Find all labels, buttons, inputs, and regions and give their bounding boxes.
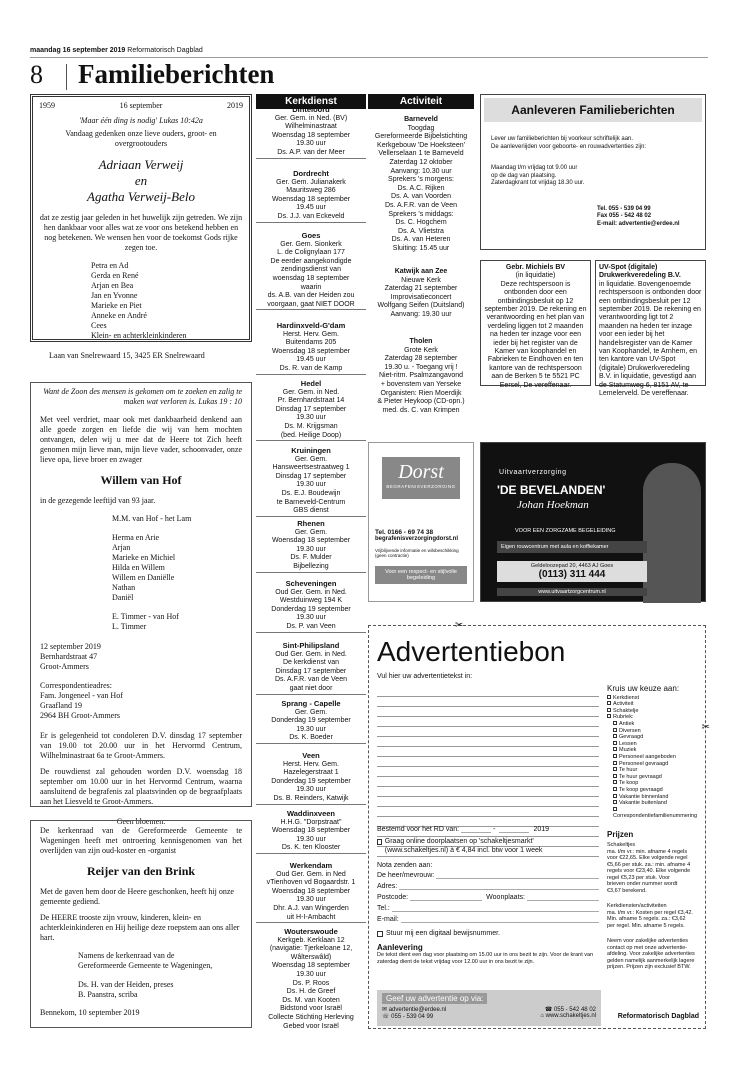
entry-line: uit H-I-Ambacht xyxy=(286,913,336,921)
entry-line: Niet-ritm. Psalmzangavond xyxy=(378,372,464,380)
entry-line: Donderdag 19 september xyxy=(271,717,351,725)
person-photo xyxy=(643,463,701,603)
entry-line: Woensdag 18 september xyxy=(271,131,351,139)
signature-line xyxy=(78,971,242,980)
price-line: voor €22,65. Elke volgende regel xyxy=(607,855,688,861)
family-member: Petra en Ad xyxy=(91,261,129,270)
write-line[interactable] xyxy=(377,727,599,737)
entry-line: (bed. Heilige Doop) xyxy=(280,431,342,439)
entry-line: Ds. P. van Veen xyxy=(286,622,336,630)
price-line: brieven onder nummer wordt xyxy=(607,881,678,887)
write-line[interactable] xyxy=(377,757,599,767)
entry-line: Woensdag 18 september xyxy=(271,347,351,355)
entry-line: Zaterdag 21 september xyxy=(384,285,458,293)
entry-line: Dinsdag 17 september xyxy=(275,405,347,413)
entry-line: Dinsdag 17 september xyxy=(275,472,347,480)
family-member: Herma en Arie xyxy=(112,533,160,542)
entry-line: Ds. A.P. van der Meer xyxy=(277,148,345,156)
kerkdienst-entry xyxy=(256,580,366,633)
scissors-icon: ✂ xyxy=(455,620,464,631)
choice-option[interactable]: Rubriek: xyxy=(607,714,699,721)
bevelanden-ad: Uitvaartverzorging 'DE BEVELANDEN' Johan Hoekman VOOR EEN ZORGZAME BEGELEIDING Eigen rouwcentrum met aula en koffiekamer Geldeloozepad 20, 4463 AJ Goes (0113) 311 444 www.uitvaartzorgcentrum.nl xyxy=(480,442,706,602)
price-line: Neem voor zakelijke advertenties xyxy=(607,938,689,944)
price-line: per regel. Min. afname 5 regels. xyxy=(607,922,685,929)
choice-option[interactable]: Te huur gevraagd xyxy=(613,774,699,781)
rd-logo: Reformatorisch Dagblad xyxy=(617,1013,699,1020)
death-notice-van-den-brink: De kerkenraad van de Gereformeerde Gemeente te Wageningen heeft met ontroering kennisgenomen van het overlijden van zijn oud-koster en -organist Reijer van den Brink Met de gaven hem door de Heere geschonken, heeft hij onze gemeente gediend. De HEERE trooste zijn vrouw, kinderen, klein- en achterkleinkinderen en Hij heilige deze roepstem aan ons aller hart. Namens de kerkenraad van de Gereformeerde Gemeente te Wageningen, Ds. H. van der Heiden, preses B. Paanstra, scriba Bennekom, 10 september 2019 xyxy=(30,820,252,1028)
choice-option[interactable]: Te koop xyxy=(613,780,699,787)
write-line[interactable] xyxy=(377,697,599,707)
entry-line: ds. A.B. van der Heiden zou xyxy=(267,292,355,300)
choice-option[interactable]: Schaktelje xyxy=(607,708,699,715)
family-member: Cees xyxy=(91,321,107,330)
price-line: ma. t/m vr.: Kosten per regel €3,42. xyxy=(607,909,693,916)
checkbox-icon[interactable] xyxy=(613,761,617,765)
address-field[interactable] xyxy=(399,881,599,890)
entry-line: Herst. Herv. Gem. xyxy=(283,760,339,768)
entry-line: 19.30 u. - Toegang vrij ! xyxy=(384,363,458,371)
write-line[interactable] xyxy=(377,737,599,747)
entry-line: Wolfgang Seifen (Duitsland) xyxy=(377,302,465,310)
write-line[interactable] xyxy=(377,687,599,697)
family-member: Marieke en Michiel xyxy=(112,553,176,562)
entry-line: Wâlterswâld) xyxy=(290,953,332,961)
entry-line: GBS dienst xyxy=(293,507,329,515)
choice-option[interactable]: Lessen xyxy=(613,741,699,748)
write-line[interactable] xyxy=(377,797,599,807)
checkbox-icon[interactable] xyxy=(613,800,617,804)
entry-line: woensdag 18 september xyxy=(272,274,350,282)
price-line: ma. t/m vr.: min. afname 4 regels xyxy=(607,848,688,855)
choice-option[interactable]: Personeel gevraagd xyxy=(613,761,699,768)
checkbox-icon[interactable] xyxy=(613,780,617,784)
entry-place: Barneveld xyxy=(404,116,438,123)
entry-line: Vellerselaan 1 te Barneveld xyxy=(378,150,464,158)
entry-line: Westduinweg 194 K xyxy=(279,597,343,605)
entry-line: Gereformeerde Bijbelstichting xyxy=(374,133,468,141)
price-line: gelden namelijk aanmerkelijk lagere xyxy=(607,957,695,964)
entry-place: Sprang - Capelle xyxy=(281,699,341,708)
family-member: Marieke en Piet xyxy=(91,301,142,310)
entry-line: Ds. C. Hogchem xyxy=(395,219,447,227)
postcode-field[interactable] xyxy=(410,892,482,901)
choice-list: Kruis uw keuze aan: Kerkdienst Activiteit Schaktelje Rubriek: Antiek Diversen Gevraagd Lessen Muziek Personeel aangeboden Personeel gevraagd Te huur Te huur gevraagd Te koop Te koop gevraagd Vakantie binnenland Vakantie buitenland Correspondentiefamilienummering xyxy=(607,684,698,820)
price-line: €3,67 berekend. xyxy=(607,887,647,894)
choice-option[interactable]: Vakantie buitenland xyxy=(613,800,699,807)
entry-line: Zaterdag 28 september xyxy=(384,355,458,363)
prices: Prijzen Schakeltjes ma. t/m vr.: min. afname 4 regels voor €22,65. Elke volgende regel €5,66 per stuk. za.: min. afname 4 regels voor €23,40. Elke volgende regel €5,23 per stuk. Voor brieven onder nummer wordt €3,67 berekend. Kerkdiensten/activiteiten ma. t/m vr.: Kosten per regel €3,42. Min. afname 5 regels. za.: €3,62 per regel. Min. afname 5 regels. Neem voor zakelijke advertenties contact op met onze advertentie- afdeling. Voor zakelijke advertenties gelden namelijk aanmerkelijk lagere prijzen. Prijzen zijn exclusief BTW. xyxy=(607,830,699,971)
entry-line: + bovenstem van Yerseke xyxy=(380,380,462,388)
anniversary-notice: 1959 16 september 2019 'Maar één ding is nodig' Lukas 10:42a Vandaag gedenken onze lieve ouders, groot- en overgrootouders Adriaan Verweij en Agatha Verweij-Belo dat ze zestig jaar geleden in het huwelijk zijn getreden. We zijn hen dankbaar voor alles wat ze voor ons betekend hebben en nog betekenen. We wensen hen voor de toekomst Gods rijke zegen toe. Petra en Ad Gerda en René Arjan en Bea Jan en Yvonne Marieke en Piet Anneke en André Cees Klein- en achterkleinkinderen Laan van Snelrewaard 15, 3425 ER Snelrewaard xyxy=(30,94,252,342)
entry-line: Aanvang: 10.30 uur xyxy=(390,167,452,175)
entry-line: Donderdag 19 september xyxy=(271,605,351,613)
kerkdienst-entry xyxy=(256,447,366,517)
entry-line: Improvisatieconcert xyxy=(390,293,452,301)
activiteit-entry xyxy=(368,268,474,320)
checkbox-icon[interactable] xyxy=(607,714,611,718)
entry-line: Ds. J.J. van Eckeveld xyxy=(277,212,345,220)
dorst-ad: Dorst BEGRAFENISVERZORGING Tel. 0166 - 69 74 38 begrafenisverzorgingdorst.nl Vrijblijvende informatie en wilsbeschikking (geen contractie) Voor een respect- en stijlvolle begeleiding xyxy=(368,442,474,602)
entry-line: Toogdag xyxy=(407,124,435,132)
entry-line: Ds. E.J. Boudewijn xyxy=(281,489,341,497)
entry-place: Hardinxveld-G'dam xyxy=(276,321,346,330)
family-member: Hilda en Willem xyxy=(112,563,165,572)
price-line: Schakeltjes xyxy=(607,842,636,848)
entry-place: Katwijk aan Zee xyxy=(394,268,448,275)
kerkdienst-entry xyxy=(256,810,366,854)
price-line: contact op met onze advertentie- xyxy=(607,944,688,951)
signature-line: B. Paanstra, scriba xyxy=(78,990,138,999)
signature-line: Namens de kerkenraad van de xyxy=(78,951,175,960)
kerkdienst-entry xyxy=(256,642,366,695)
entry-line: med. ds. C. van Krimpen xyxy=(382,406,460,414)
entry-line: Dinsdag 17 september xyxy=(275,667,347,675)
entry-line: gaat niet door xyxy=(289,684,333,692)
entry-line: Oud Ger. Gem. in Ned. xyxy=(275,588,347,596)
entry-line: 19.30 uur xyxy=(296,725,326,733)
page-header: maandag 16 september 2019 Reformatorisch Dagblad xyxy=(30,47,203,54)
choice-option[interactable]: Vakantie binnenland xyxy=(613,794,699,801)
family-member: Anneke en André xyxy=(91,311,147,320)
family-member: Klein- en achterkleinkinderen xyxy=(91,331,187,340)
entry-line: Aanvang: 19.30 uur xyxy=(390,310,452,318)
choice-option[interactable]: Kerkdienst xyxy=(607,695,699,702)
address-line xyxy=(40,672,242,681)
web-link[interactable]: ⌂ www.schakeltjes.nl xyxy=(540,1013,596,1019)
price-line: €5,66 per stuk. za.: min. afname 4 xyxy=(607,861,691,868)
email-link[interactable]: E-mail: advertentie@erdee.nl xyxy=(597,220,680,227)
write-line[interactable] xyxy=(377,807,599,817)
entry-line: Ds. M. van Kooten xyxy=(282,996,340,1004)
entry-line: Ger. Gem. in Ned. xyxy=(282,388,340,396)
family-member: Willem en Daniëlle xyxy=(112,573,175,582)
entry-line: waarin xyxy=(300,283,322,291)
entry-line: De eerder aangekondigde xyxy=(270,257,352,265)
page-title: Familieberichten xyxy=(78,59,275,89)
entry-place: Hedel xyxy=(300,379,322,388)
rd-month-field[interactable] xyxy=(499,824,529,833)
entry-line: Ds. R. van de Kamp xyxy=(279,364,343,372)
write-line[interactable] xyxy=(377,767,599,777)
entry-line: Ds. F. Mulder xyxy=(290,554,332,562)
signature-line: Gereformeerde Gemeente te Wageningen, xyxy=(78,961,213,970)
entry-line: Oud Ger. Gem. in Ned. xyxy=(275,650,347,658)
activiteit-entry xyxy=(368,116,474,254)
entry-line: Ds. K. ten Klooster xyxy=(281,844,341,852)
entry-line: L. de Colignylaan 177 xyxy=(277,249,345,257)
entry-line: 19.30 uur xyxy=(296,835,326,843)
address-line: Correspondentieadres: xyxy=(40,681,112,690)
entry-line: Ger. Gem. xyxy=(294,455,328,463)
entry-place: Scheveningen xyxy=(285,579,337,588)
activiteit-entry xyxy=(368,338,474,415)
price-line: Kerkdiensten/activiteiten xyxy=(607,903,667,909)
phone-field[interactable] xyxy=(392,903,599,912)
entry-line: Mauritsweg 286 xyxy=(286,187,336,195)
entry-line: 19.30 uur xyxy=(296,414,326,422)
kerkdienst-entry xyxy=(256,322,366,375)
contact-bar: Geef uw advertentie op via: ✉ advertentie@erdee.nl ☎ 055 - 542 48 02 ☏ 055 - 539 04 99 ⌂ www.schakeltjes.nl xyxy=(377,990,601,1026)
family-member: Jan en Yvonne xyxy=(91,291,138,300)
entry-place: Rhenen xyxy=(297,519,325,528)
checkbox-icon[interactable] xyxy=(613,787,617,791)
city-field[interactable] xyxy=(527,892,599,901)
entry-line: Ds. M. Krijgsman xyxy=(284,422,338,430)
kerkdienst-entry xyxy=(256,232,366,310)
checkbox-icon[interactable] xyxy=(613,728,617,732)
online-checkbox[interactable] xyxy=(377,839,382,845)
entry-line: Grote Kerk xyxy=(404,346,438,354)
activiteit-header: Activiteit xyxy=(368,94,474,109)
family-member: M.M. van Hof - het Lam xyxy=(112,514,192,523)
entry-line: Wilhelminastraat xyxy=(285,123,337,131)
entry-line: te Barneveld-Centrum xyxy=(276,498,346,506)
dorst-logo: Dorst BEGRAFENISVERZORGING xyxy=(382,457,460,499)
entry-line: Herst. Herv. Gem. xyxy=(283,330,339,338)
kerkdienst-entry xyxy=(256,380,366,441)
entry-line: 19.45 uur xyxy=(296,356,326,364)
family-member: Gerda en René xyxy=(91,271,139,280)
entry-line: Donderdag 19 september xyxy=(271,777,351,785)
entry-line: De kerkdienst van xyxy=(282,659,340,667)
checkbox-icon[interactable] xyxy=(607,701,611,705)
entry-line: Ger. Gem. Sionkerk xyxy=(280,240,342,248)
entry-line: 19.30 uur xyxy=(296,545,326,553)
entry-line: Gebed voor Israël xyxy=(283,1022,339,1030)
address-line: Groot-Ammers xyxy=(40,662,89,671)
entry-line: Ds. A. Vlietstra xyxy=(398,227,444,235)
family-member: Nathan xyxy=(112,583,136,592)
address-line: 12 september 2019 xyxy=(40,642,101,651)
proof-checkbox[interactable] xyxy=(377,931,383,937)
entry-line: zendingsdienst van xyxy=(281,266,341,274)
entry-line: Oud Ger. Gem. in Ned xyxy=(276,870,346,878)
entry-place: Dinteloord xyxy=(292,105,330,114)
checkbox-icon[interactable] xyxy=(607,708,611,712)
address-line: Bernhardstraat 47 xyxy=(40,652,98,661)
entry-line: Dhr. A.J. van Wingerden xyxy=(273,904,349,912)
price-line: Min. afname 5 regels. za.: €3,62 xyxy=(607,916,686,922)
entry-line: Hansweertsestraatweg 1 xyxy=(272,464,350,472)
entry-line: Ds. A.F.R. van de Veen xyxy=(385,201,457,209)
kerkdienst-entry xyxy=(256,170,366,223)
entry-line: H.H.G. "Dorpstraat" xyxy=(280,818,342,826)
checkbox-icon[interactable] xyxy=(613,774,617,778)
choice-option[interactable]: Antiek xyxy=(613,721,699,728)
price-line: regel €5,23 per stuk. Voor xyxy=(607,874,670,881)
page-number: 8 xyxy=(30,60,43,89)
entry-line: 19.30 uur xyxy=(296,786,326,794)
entry-line: Woensdag 18 september xyxy=(271,827,351,835)
choice-option[interactable]: Activiteit xyxy=(607,701,699,708)
aanleveren-box: Aanleveren Familieberichten Lever uw familieberichten bij voorkeur schriftelijk aan. De aanleveriijden voor geboorte- en rouwadvertenties zijn: Maandag t/m vrijdag tot 9.00 uur op de dag van plaatsing. Zaterdagkrant tot vrijdag 18.30 uur. Tel. 055 - 539 04 99 Fax 055 - 542 48 02 E-mail: advertentie@erdee.nl xyxy=(480,94,706,250)
entry-place: Sint-Philipsland xyxy=(282,641,340,650)
email-field[interactable] xyxy=(401,914,599,923)
entry-line: 19.30 uur xyxy=(296,614,326,622)
entry-line: voorgaan, gaat NIET DOOR xyxy=(267,300,355,308)
choice-option[interactable]: Gevraagd xyxy=(613,734,699,741)
choice-option[interactable]: Muziek xyxy=(613,747,699,754)
write-line[interactable] xyxy=(377,787,599,797)
entry-line: Collecte Stichting Herleving xyxy=(268,1013,354,1021)
entry-line: Ger. Gem. Julianakerk xyxy=(276,178,346,186)
entry-line: 19.30 uur xyxy=(296,896,326,904)
choice-option[interactable]: Te koop gevraagd xyxy=(613,787,699,794)
entry-line: Hazelegerstraat 1 xyxy=(283,769,339,777)
rd-day-field[interactable] xyxy=(461,824,491,833)
kerkdienst-entry xyxy=(256,520,366,573)
family-member: L. Timmer xyxy=(112,622,147,631)
entry-line: 19.45 uur xyxy=(296,204,326,212)
entry-place: Waddinxveen xyxy=(286,809,336,818)
entry-line: Ger. Gem. xyxy=(294,708,328,716)
entry-place: Kruiningen xyxy=(291,446,331,455)
address-line: 2964 BH Groot-Ammers xyxy=(40,711,120,720)
entry-line: (navigatie: Tjerkeloane 12, xyxy=(269,945,353,953)
entry-line: Bidstond voor Israël xyxy=(280,1005,342,1013)
write-line[interactable] xyxy=(377,777,599,787)
entry-line: 19.30 uur xyxy=(296,140,326,148)
write-line[interactable] xyxy=(377,747,599,757)
entry-line: 19.30 uur xyxy=(296,481,326,489)
advertentiebon-form: ✂ ✂ Advertentiebon Vul hier uw advertentietekst in: Kruis uw keuze aan: Kerkdienst Activiteit Schaktelje Rubriek: Antiek Diversen Gevraagd Lessen Muziek Personeel aangeboden Personeel gevraagd Te huur Te huur gevraagd Te koop Te koop gevraagd Vakantie binnenland Vakantie buitenland Correspondentiefamilienummering Prijzen Schakeltjes ma. t/m vr.: min. afname 4 regels voor €22,65. Elke volgende regel €5,66 per stuk. za.: min. afname 4 regels voor €23,40. Elke volgende regel €5,23 per stuk. Voor brieven onder nummer wordt €3,67 berekend. Kerkdiensten/activiteiten ma. t/m vr.: Kosten per regel €3,42. Min. afname 5 regels. za.: €3,62 per regel. Min. afname 5 regels. Neem voor zakelijke advertenties contact op met onze advertentie- afdeling. Voor zakelijke advertenties gelden namelijk aanmerkelijk lagere prijzen. Prijzen zijn exclusief BTW. Bestemd voor het RD van: - 2019 Graag online doorplaatsen op 'schakeltjesmarkt' (www.schakeltjes.nl) à € 4,84 incl. btw voor 1 week Nota zenden aan: De heer/mevrouw: Adres: Postcode: Woonplaats: Tel.: E-mail: Stuur mij een digitaal bewijsnummer. Aanlevering De tekst dient een dag voor plaatsing om 15.00 uur in ons bezit te zijn. Voor de krant van zaterdag dient de tekst vrijdag voor 12.00 uur in ons bezit te zijn. Geef uw advertentie op via: ✉ advertentie@erdee.nl ☎ 055 - 542 48 02 ☏ 055 - 539 04 99 ⌂ www.schakeltjes.nl Reformatorisch Dagblad xyxy=(368,625,706,1029)
entry-line: Pr. Bernhardstraat 14 xyxy=(277,397,345,405)
family-member xyxy=(112,524,242,533)
entry-line: Ds. A.C. Rijken xyxy=(397,184,445,192)
choice-option[interactable]: Diversen xyxy=(613,728,699,735)
checkbox-icon[interactable] xyxy=(613,807,617,811)
entry-place: Goes xyxy=(301,231,321,240)
checkbox-icon[interactable] xyxy=(613,721,617,725)
checkbox-icon[interactable] xyxy=(613,754,617,758)
entry-line: 19.30 uur xyxy=(296,970,326,978)
price-line xyxy=(607,929,699,938)
email-link[interactable]: ✉ advertentie@erdee.nl xyxy=(382,1007,447,1013)
entry-line: Ds. H. de Greef xyxy=(286,988,336,996)
entry-line: Ds. A. van Heteren xyxy=(391,236,451,244)
family-member xyxy=(112,603,242,612)
entry-line: Organisten: Rien Moerdijk xyxy=(380,389,462,397)
entry-line: Bijbellezing xyxy=(293,562,329,570)
price-line: afdeling. Voor zakelijke advertenties xyxy=(607,951,695,957)
entry-line: Ds. P. Roos xyxy=(292,979,330,987)
family-member: Arjan en Bea xyxy=(91,281,134,290)
price-line: regels voor €23,40. Elke volgende xyxy=(607,868,691,874)
kerkdienst-entry xyxy=(256,752,366,805)
choice-option[interactable]: Personeel aangeboden xyxy=(613,754,699,761)
kerkdienst-entry xyxy=(256,862,366,923)
address-line: Graafland 19 xyxy=(40,701,82,710)
checkbox-icon[interactable] xyxy=(613,741,617,745)
checkbox-icon[interactable] xyxy=(613,767,617,771)
checkbox-icon[interactable] xyxy=(613,734,617,738)
family-member: Daniël xyxy=(112,593,134,602)
price-line xyxy=(607,894,699,903)
death-notice-van-hof: Want de Zoon des mensen is gekomen om te zoeken en zalig te maken wat verloren is. Lukas 19 : 10 Met veel verdriet, maar ook met dankbaarheid denkend aan alle goede zorgen en liefde die wij van hem mochten ontvangen, delen wij u mee dat de Heere tot Zich heeft genomen mijn lieve man, mijn lieve vader, schoonvader, onze lieve opa, lieve broer en zwager Willem van Hof in de gezegende leeftijd van 93 jaar. M.M. van Hof - het Lam Herma en Arie Arjan Marieke en Michiel Hilda en Willem Willem en Daniëlle Nathan Daniël E. Timmer - van Hof L. Timmer 12 september 2019 Bernhardstraat 47 Groot-Ammers Correspondentieadres: Fam. Jongeneel - van Hof Graafland 19 2964 BH Groot-Ammers Er is gelegenheid tot condoleren D.V. dinsdag 17 september van 19.00 tot 20.00 uur in het Hervormd Centrum, Wilhelminastraat 6a te Groot-Ammers. De rouwdienst zal gehouden worden D.V. woensdag 18 september om 10.00 uur in het Hervormd Centrum, waarna aansluitend de begrafenis zal plaatsvinden op de begraafplaats aan het Liesveld te Groot-Ammers. Geen bloemen. xyxy=(30,382,252,807)
kerkdienst-entry xyxy=(256,106,366,159)
entry-line: vTienhoven vd Bogaardstr. 1 xyxy=(266,879,356,887)
address-line: Fam. Jongeneel - van Hof xyxy=(40,691,123,700)
entry-line: Kerkgeb. Kerklaan 12 xyxy=(277,936,345,944)
entry-line: Zaterdag 12 oktober xyxy=(389,158,453,166)
entry-line: Ds. B. Reinders, Katwijk xyxy=(273,794,349,802)
entry-line: Nieuwe Kerk xyxy=(401,276,441,284)
entry-place: Tholen xyxy=(409,338,433,345)
entry-place: Dordrecht xyxy=(293,169,329,178)
kerkdienst-entry xyxy=(256,700,366,744)
choice-option[interactable]: Te huur xyxy=(613,767,699,774)
kerkdienst-header: Kerkdienst xyxy=(256,94,366,109)
entry-line: Sprekers 's middags: xyxy=(388,210,454,218)
signature-line: Ds. H. van der Heiden, preses xyxy=(78,980,174,989)
entry-place: Veen xyxy=(302,751,320,760)
entry-line: Ds. K. Boeder xyxy=(289,734,333,742)
name-field[interactable] xyxy=(436,870,599,879)
scissors-icon: ✂ xyxy=(701,722,710,733)
family-member: Arjan xyxy=(112,543,131,552)
checkbox-icon[interactable] xyxy=(613,794,617,798)
entry-place: Wouterswoude xyxy=(284,927,338,936)
write-line[interactable] xyxy=(377,707,599,717)
checkbox-icon[interactable] xyxy=(607,695,611,699)
liquidation-notice-michiels: Gebr. Michiels BV (in liquidatie) Deze rechtspersoon is ontbonden door een ontbindingsbesluit op 12 september 2019. De rekening en verantwoording en het plan van verdeling liggen tot 2 maanden na heden ter inzage voor een ieder bij het register van de Kamer van koophandel en Fabrieken te Eindhoven en ten kantore van de rechtspersoon aan de Berken 5 te 5521 PC Eersel, De vereffenaar. xyxy=(480,260,591,386)
entry-line: Ds. A. van Voorden xyxy=(391,193,451,201)
entry-line: Woensdag 18 september xyxy=(271,537,351,545)
family-member: E. Timmer - van Hof xyxy=(112,612,179,621)
entry-line: Ds. A.F.R. van de Veen xyxy=(275,676,347,684)
entry-line: Woensdag 18 september xyxy=(271,962,351,970)
entry-line: Sprekers 's morgens: xyxy=(388,176,454,184)
checkbox-icon[interactable] xyxy=(613,747,617,751)
entry-line: Buitendams 205 xyxy=(285,339,337,347)
liquidation-notice-uvspot: UV-Spot (digitale) Drukwerkveredeling B.V. in liquidatie. Bovengenoemde rechtspersoon is ontbonden door een ontbindingsbesluit per 12 september 2019. De rekening en verantwoording ligt tot 2 maanden na heden ter inzage voor een ieder bij het handelsregister van de Kamer van Koophandel, te Arnhem, en ten kantore van UV-Spot (digitale) Drukwerkveredeling B.V. in liquidatie, gevestigd aan de Statumweg 6, 8151 AV, te Lemelerveld. De vereffenaar. xyxy=(595,260,706,386)
price-line: prijzen. Prijzen zijn exclusief BTW. xyxy=(607,964,691,970)
kerkdienst-entry xyxy=(256,928,366,1031)
write-line[interactable] xyxy=(377,717,599,727)
entry-line: Woensdag 18 september xyxy=(271,887,351,895)
entry-line: Kerkgebouw 'De Hoeksteen' xyxy=(377,141,465,149)
entry-line: Woensdag 18 september xyxy=(271,195,351,203)
entry-line: Ger. Gem. in Ned. (BV) xyxy=(274,114,348,122)
entry-line: Sluiting: 15.45 uur xyxy=(392,244,450,252)
entry-line: Ger. Gem. xyxy=(294,528,328,536)
entry-line: & Pieter Heykoop (CD-opn.) xyxy=(377,398,465,406)
entry-place: Werkendam xyxy=(289,861,333,870)
choice-option[interactable]: Correspondentiefamilienummering xyxy=(613,807,699,820)
